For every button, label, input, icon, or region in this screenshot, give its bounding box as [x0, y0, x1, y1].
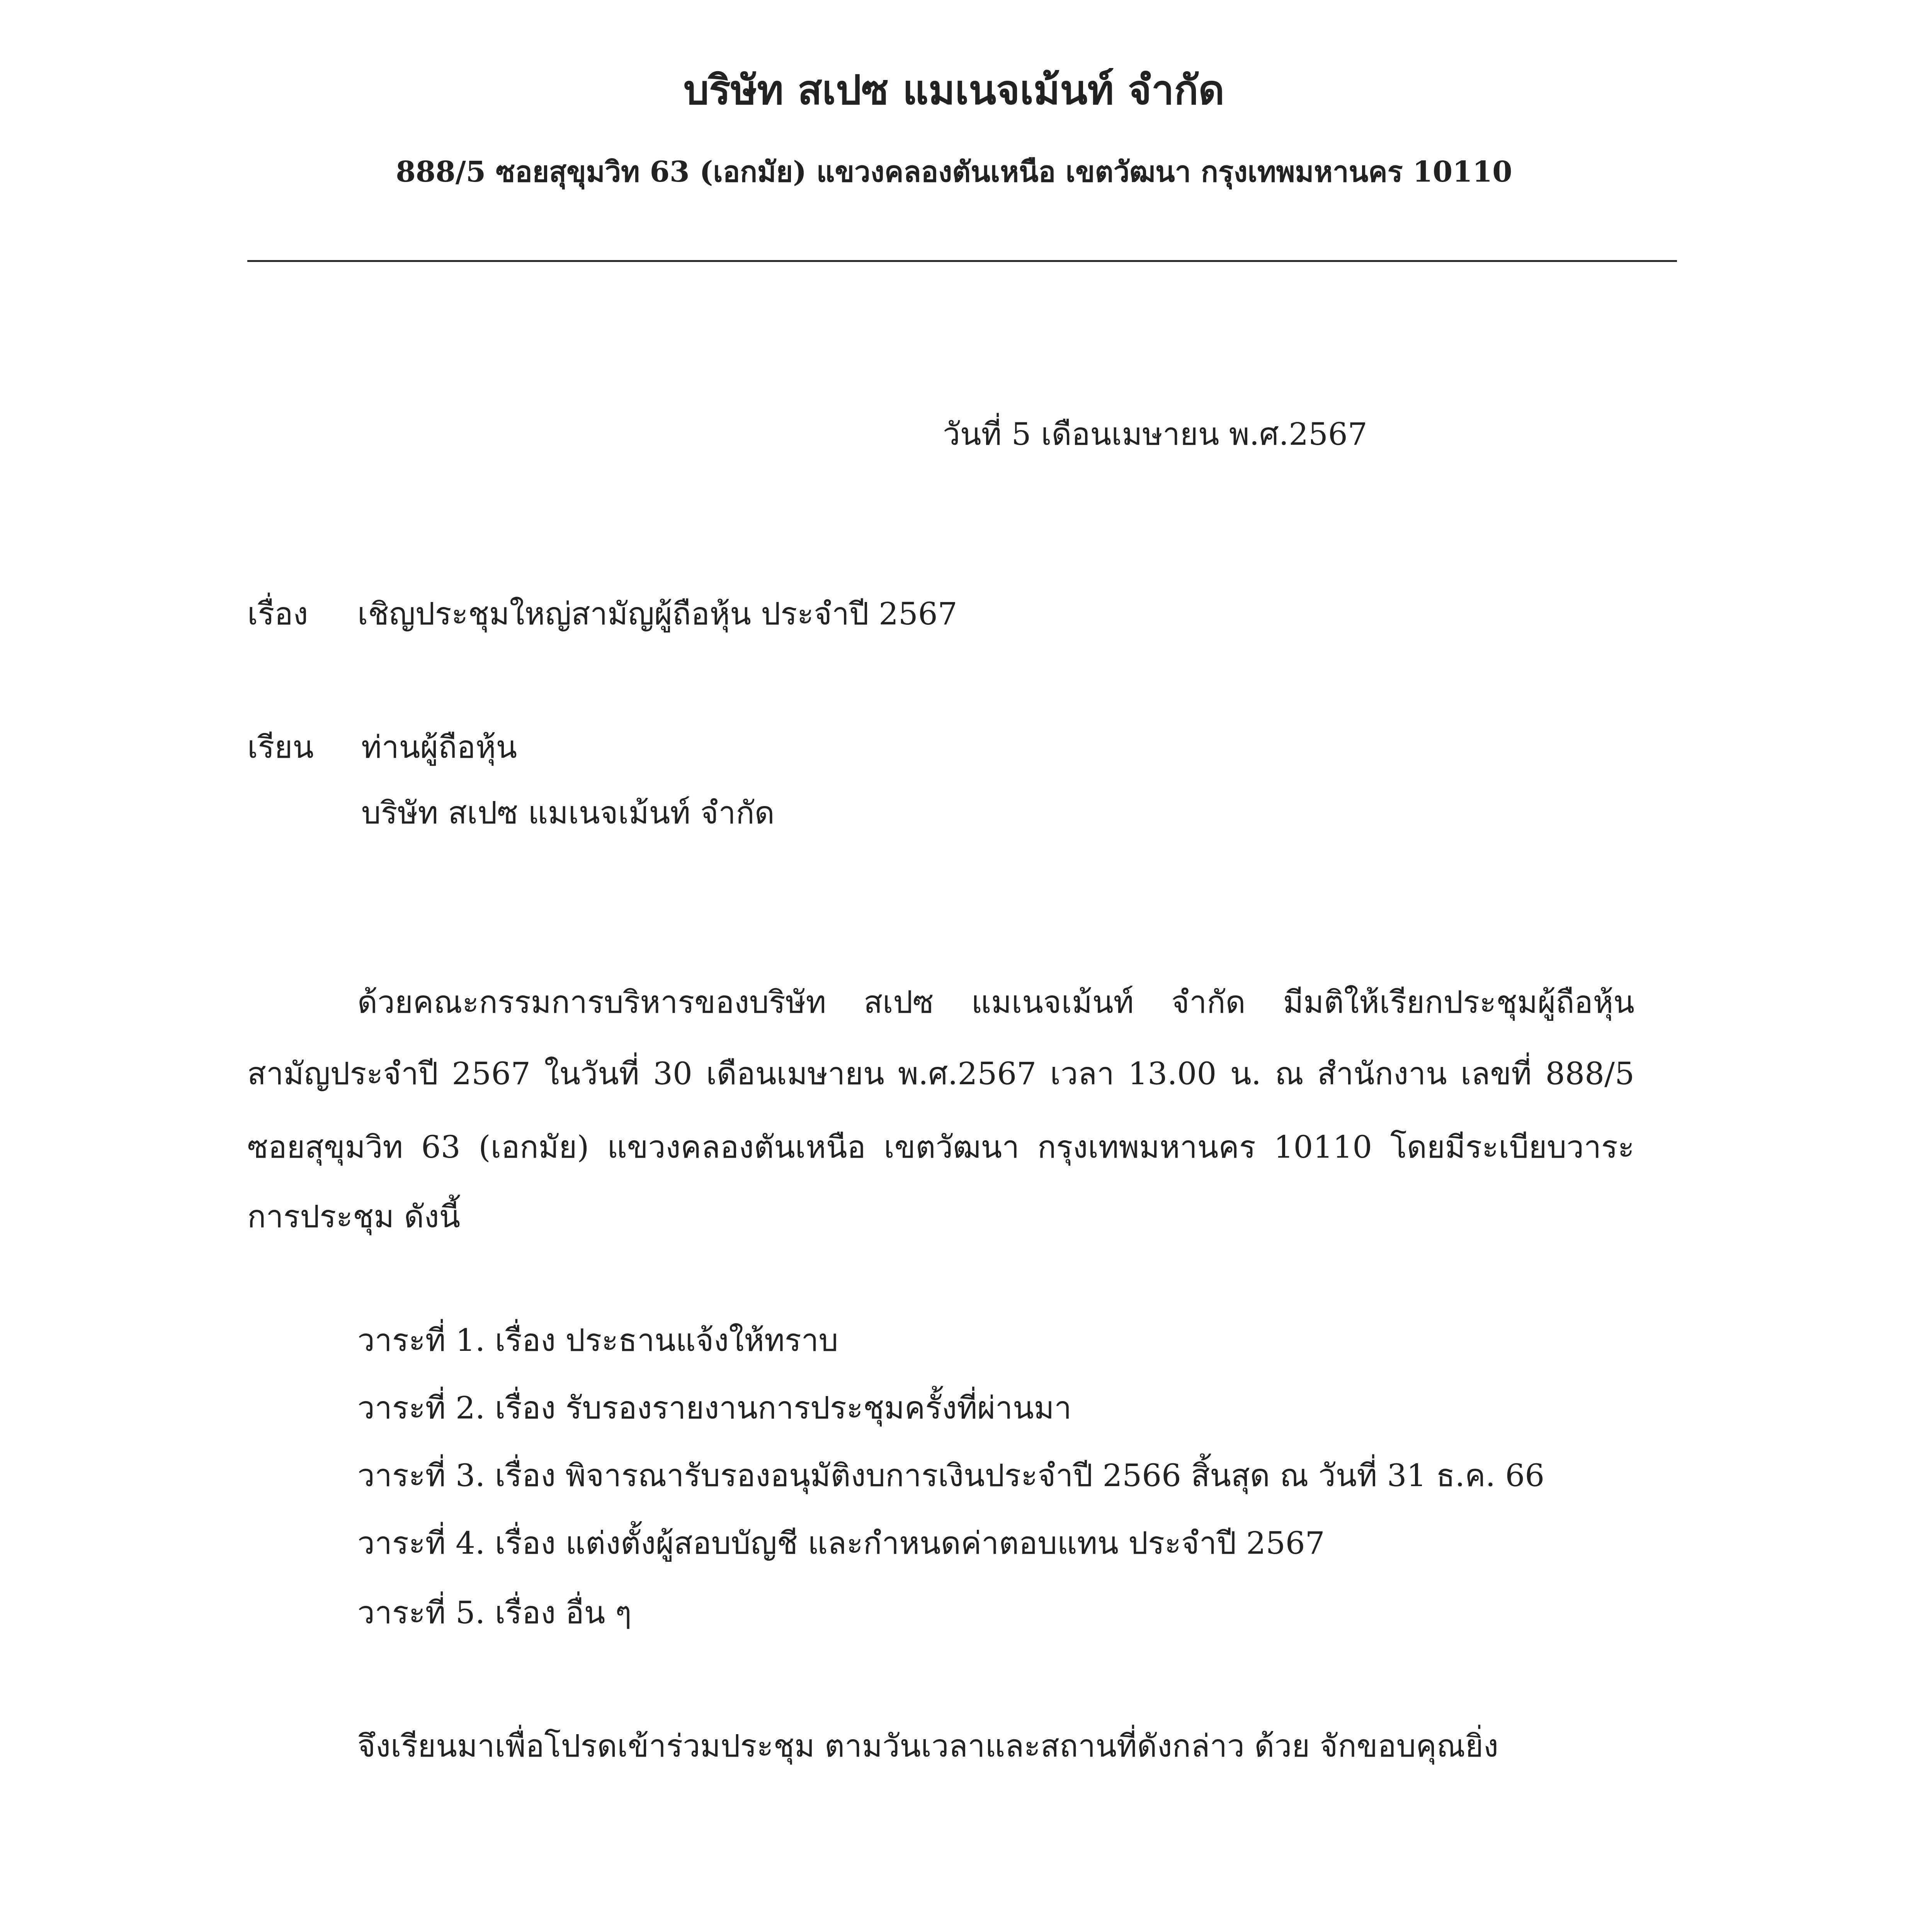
body-line-3: ซอยสุขุมวิท 63 (เอกมัย) แขวงคลองตันเหนือ เขตวัฒนา กรุงเทพมหานคร 10110 โดยมีระเบียบวาระ: [247, 1129, 1634, 1165]
recipient-line-2: บริษัท สเปซ แมเนจเม้นท์ จำกัด: [361, 795, 775, 831]
subject-text: เชิญประชุมใหญ่สามัญผู้ถือหุ้น ประจำปี 2567: [357, 596, 957, 632]
company-name: บริษัท สเปซ แมเนจเม้นท์ จำกัด: [684, 66, 1224, 114]
recipient-line-1: ท่านผู้ถือหุ้น: [361, 729, 517, 765]
agenda-item-4: วาระที่ 4. เรื่อง แต่งตั้งผู้สอบบัญชี และกำหนดค่าตอบแทน ประจำปี 2567: [357, 1525, 1325, 1561]
agenda-item-2: วาระที่ 2. เรื่อง รับรองรายงานการประชุมครั้งที่ผ่านมา: [357, 1390, 1072, 1426]
body-line-1: ด้วยคณะกรรมการบริหารของบริษัท สเปซ แมเนจเม้นท์ จำกัด มีมติให้เรียกประชุมผู้ถือหุ้น: [357, 984, 1634, 1020]
body-line-2: สามัญประจำปี 2567 ในวันที่ 30 เดือนเมษายน พ.ศ.2567 เวลา 13.00 น. ณ สำนักงาน เลขที่ 888/5: [247, 1056, 1634, 1092]
body-line-4: การประชุม ดังนี้: [247, 1199, 461, 1235]
company-address: 888/5 ซอยสุขุมวิท 63 (เอกมัย) แขวงคลองตันเหนือ เขตวัฒนา กรุงเทพมหานคร 10110: [396, 155, 1512, 189]
agenda-item-5: วาระที่ 5. เรื่อง อื่น ๆ: [357, 1595, 632, 1631]
recipient-label: เรียน: [247, 729, 314, 765]
header-divider: [247, 260, 1677, 262]
agenda-item-1: วาระที่ 1. เรื่อง ประธานแจ้งให้ทราบ: [357, 1322, 838, 1358]
letter-date: วันที่ 5 เดือนเมษายน พ.ศ.2567: [943, 416, 1367, 452]
subject-label: เรื่อง: [247, 596, 308, 632]
agenda-item-3: วาระที่ 3. เรื่อง พิจารณารับรองอนุมัติงบการเงินประจำปี 2566 สิ้นสุด ณ วันที่ 31 ธ.ค. 66: [357, 1458, 1545, 1493]
closing-sentence: จึงเรียนมาเพื่อโปรดเข้าร่วมประชุม ตามวันเวลาและสถานที่ดังกล่าว ด้วย จักขอบคุณยิ่ง: [357, 1728, 1499, 1764]
